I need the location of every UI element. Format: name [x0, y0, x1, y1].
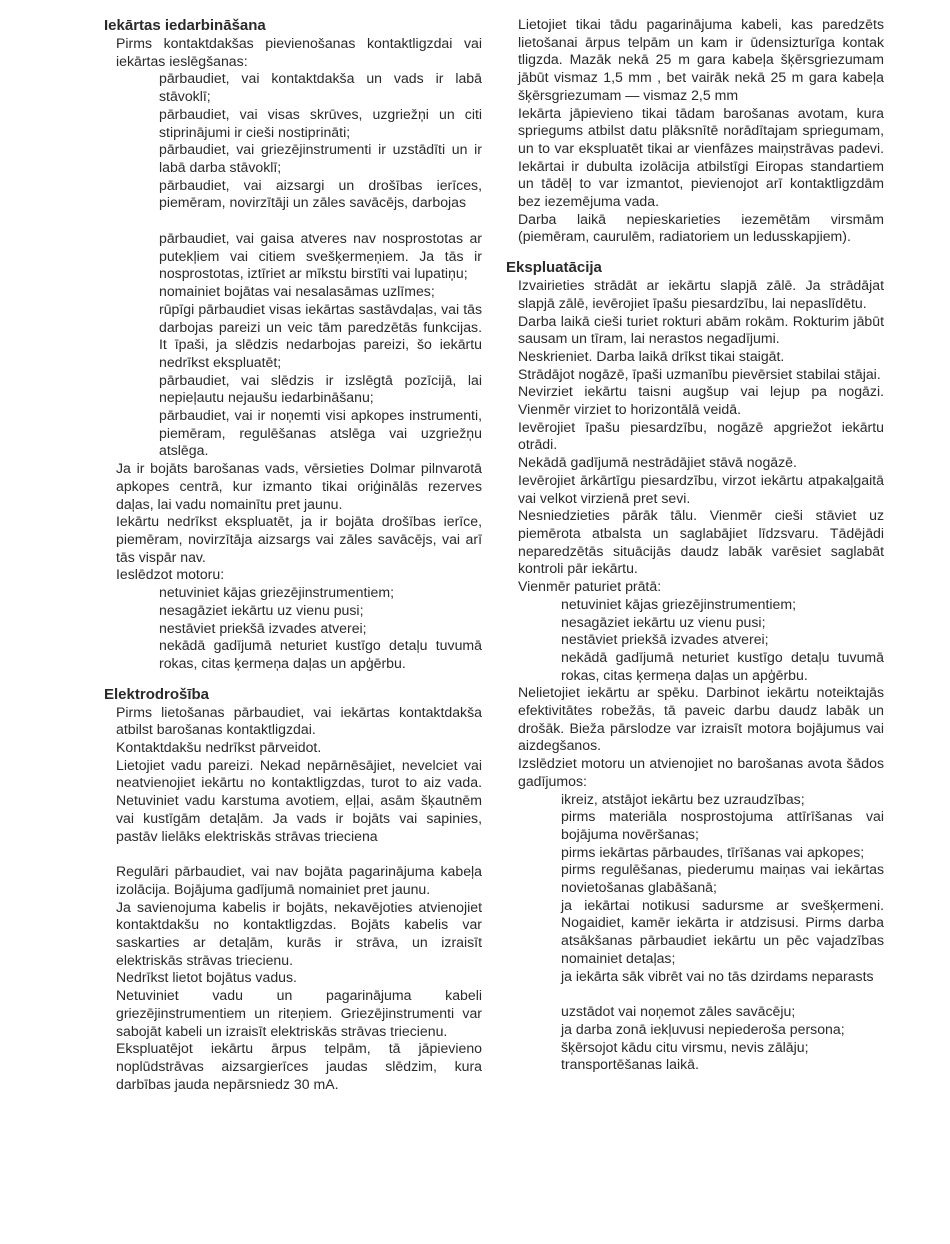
- paragraph: Ekspluatējot iekārtu ārpus telpām, tā jāpievieno noplūdstrāvas aizsargierīces jaudas slēdzim, kura darbības jauda nepārsniedz 30 mA.: [116, 1040, 482, 1092]
- list-item: transportēšanas laikā.: [561, 1056, 699, 1073]
- section-heading: Ekspluatācija: [506, 259, 602, 277]
- section: [104, 685, 482, 1094]
- paragraph: Ievērojiet ārkārtīgu piesardzību, virzot iekārtu atpakaļgaitā vai velkot virzienā pret sevi.: [518, 471, 884, 506]
- blank-line: [104, 212, 482, 230]
- list-item: nesagāziet iekārtu uz vienu pusi;: [159, 601, 364, 618]
- paragraph: Nevirziet iekārtu taisni augšup vai lejup pa nogāzi. Vienmēr virziet to horizontālā veidā.: [518, 383, 884, 418]
- list-item: nesagāziet iekārtu uz vienu pusi;: [561, 613, 766, 630]
- section-spacer: [104, 673, 482, 685]
- paragraph: Darba laikā cieši turiet rokturi abām rokām. Rokturim jābūt sausam un tīram, lai nerastos negadījumi.: [518, 312, 884, 347]
- paragraph: Nekādā gadījumā nestrādājiet stāvā nogāzē.: [518, 454, 797, 471]
- paragraph: Regulāri pārbaudiet, vai nav bojāta pagarinājuma kabeļa izolācija. Bojājuma gadījumā nomainiet pret jaunu.: [116, 863, 482, 897]
- section-heading: Elektrodrošība: [104, 685, 210, 703]
- paragraph: Nelietojiet iekārtu ar spēku. Darbinot iekārtu noteiktajās efektivitātes robežās, tā paveic darbu daudz labāk un drošāk. Bieža pārslodze var izraisīt motora bojājumus vai aizdegšanos.: [518, 684, 884, 754]
- list-item: uzstādot vai noņemot zāles savācēju;: [561, 1003, 796, 1020]
- paragraph: Ja savienojuma kabelis ir bojāts, nekavējoties atvienojiet kontaktdakšu no kontaktligzdas. Bojāts kabelis var saskarties ar detaļām, kurās ir strāva, un izraisīt elektriskās strāvas triecienu.: [116, 898, 482, 968]
- list-item: nestāviet priekšā izvades atverei;: [561, 631, 769, 648]
- section: [506, 258, 884, 1074]
- blank-line: [104, 845, 482, 863]
- list-item: nekādā gadījumā neturiet kustīgo detaļu tuvumā rokas, citas ķermeņa daļas un apģērbu.: [159, 637, 482, 671]
- section-spacer: [506, 246, 884, 258]
- paragraph: Netuviniet vadu un pagarinājuma kabeli griezējinstrumentiem un riteņiem. Griezējinstrumenti var sabojāt kabeli un izraisīt elektriskās strāvas triecienu.: [116, 987, 482, 1039]
- list-item: netuviniet kājas griezējinstrumentiem;: [561, 595, 797, 612]
- list-item: ja iekārta sāk vibrēt vai no tās dzirdams neparasts: [561, 967, 874, 984]
- section: [506, 16, 884, 246]
- left-column: [104, 16, 482, 1093]
- paragraph: Izvairieties strādāt ar iekārtu slapjā zālē. Ja strādājat slapjā zālē, ievērojiet īpašu piesardzību, lai nepaslīdētu.: [518, 277, 884, 311]
- paragraph: Vienmēr paturiet prātā:: [518, 578, 662, 595]
- list-item: pārbaudiet, vai ir noņemti visi apkopes instrumenti, piemēram, regulēšanas atslēga vai uzgriežņu atslēga.: [159, 407, 482, 459]
- paragraph: Nesniedzieties pārāk tālu. Vienmēr cieši stāviet uz piemērota atbalsta un saglabājiet līdzsvaru. Tādējādi neparedzētās situācijās daudz labāk varēsiet saglabāt kontroli pār iekārtu.: [518, 507, 884, 577]
- list-item: ja iekārtai notikusi sadursme ar svešķermeni. Nogaidiet, kamēr iekārta ir atdzisusi. Pirms darba atsākšanas pārbaudiet iekārtu un pēc vajadzības nomainiet detaļas;: [561, 896, 884, 966]
- paragraph: Pirms lietošanas pārbaudiet, vai iekārtas kontaktdakša atbilst barošanas kontaktligzdai.: [116, 703, 482, 738]
- list-item: pārbaudiet, vai kontaktdakša un vads ir labā stāvoklī;: [159, 70, 482, 105]
- list-item: netuviniet kājas griezējinstrumentiem;: [159, 584, 395, 601]
- list-item: pārbaudiet, vai slēdzis ir izslēgtā pozīcijā, lai nepieļautu nejaušu iedarbināšanu;: [159, 371, 482, 406]
- paragraph: Neskrieniet. Darba laikā drīkst tikai staigāt.: [518, 347, 785, 364]
- paragraph: Strādājot nogāzē, īpaši uzmanību pievērsiet stabilai stājai.: [518, 365, 881, 382]
- list-item: rūpīgi pārbaudiet visas iekārtas sastāvdaļas, vai tās darbojas pareizi un veic tām paredzētās funkcijas. It īpaši, ja slēdzis nedarbojas pareizi, šo iekārtu nedrīkst ekspluatēt;: [159, 300, 482, 370]
- paragraph: Izslēdziet motoru un atvienojiet no barošanas avota šādos gadījumos:: [518, 755, 884, 789]
- list-item: pirms iekārtas pārbaudes, tīrīšanas vai apkopes;: [561, 843, 865, 860]
- paragraph: Kontaktdakšu nedrīkst pārveidot.: [116, 739, 322, 756]
- paragraph: Iekārta jāpievieno tikai tādam barošanas avotam, kura spriegums atbilst datu plāksnītē norādītajam spriegumam, un to var ekspluatēt tikai ar vienfāzes maiņstrāvas padevi. Iekārtai ir dubulta izolācija atbilstīgi Eiropas standartiem un tādēļ to var izmantot, pievienojot arī kontaktligzdām bez iezemējuma vada.: [518, 104, 884, 210]
- paragraph: Ja ir bojāts barošanas vads, vērsieties Dolmar pilnvarotā apkopes centrā, kur izmanto tikai oriģinālās rezerves daļas, lai vadu nomainītu pret jaunu.: [116, 460, 482, 512]
- list-item: nekādā gadījumā neturiet kustīgo detaļu tuvumā rokas, citas ķermeņa daļas un apģērbu.: [561, 648, 884, 683]
- list-item: šķērsojot kādu citu virsmu, nevis zālāju;: [561, 1038, 809, 1055]
- list-item: nomainiet bojātas vai nesalasāmas uzlīmes;: [159, 283, 435, 300]
- paragraph: Pirms kontaktdakšas pievienošanas kontaktligzdai vai iekārtas ieslēgšanas:: [116, 35, 482, 69]
- list-item: ja darba zonā iekļuvusi nepiederoša persona;: [561, 1020, 845, 1037]
- blank-line: [506, 985, 884, 1003]
- paragraph: Darba laikā nepieskarieties iezemētām virsmām (piemēram, caurulēm, radiatoriem un ledusskapjiem).: [518, 210, 884, 245]
- paragraph: Lietojiet tikai tādu pagarinājuma kabeli, kas paredzēts lietošanai ārpus telpām un kam ir ūdensizturīga kontak tligzda. Mazāk nekā 25 m gara kabeļa šķērsgriezumam jābūt vismaz 1,5 mm , bet vairāk nekā 25 m gara kabeļa šķērsgriezumam — vismaz 2,5 mm: [518, 16, 884, 103]
- section: [104, 16, 482, 673]
- list-item: pārbaudiet, vai visas skrūves, uzgriežņi un citi stiprinājumi ir cieši nostiprināti;: [159, 105, 482, 140]
- list-item: pārbaudiet, vai gaisa atveres nav nosprostotas ar putekļiem vai citiem svešķermeņiem. Ja tās ir nosprostotas, iztīriet ar mīkstu birstīti vai lupatiņu;: [159, 230, 482, 282]
- paragraph: Lietojiet vadu pareizi. Nekad nepārnēsājiet, nevelciet vai neatvienojiet iekārtu no kontaktligzdas, turot to aiz vada. Netuviniet vadu karstuma avotiem, eļļai, asām šķautnēm vai kustīgām detaļām. Ja vads ir bojāts vai sapinies, pastāv lielāks elektriskās strāvas trieciena: [116, 756, 482, 844]
- list-item: pārbaudiet, vai aizsargi un drošības ierīces, piemēram, novirzītāji un zāles savācējs, darbojas: [159, 176, 482, 211]
- right-column: [506, 16, 884, 1074]
- list-item: ikreiz, atstājot iekārtu bez uzraudzības;: [561, 790, 805, 807]
- section-heading: Iekārtas iedarbināšana: [104, 17, 266, 34]
- paragraph: Ieslēdzot motoru:: [116, 566, 225, 583]
- list-item: pirms regulēšanas, piederumu maiņas vai iekārtas novietošanas glabāšanā;: [561, 861, 884, 896]
- paragraph: Nedrīkst lietot bojātus vadus.: [116, 969, 297, 986]
- paragraph: Iekārtu nedrīkst ekspluatēt, ja ir bojāta drošības ierīce, piemēram, novirzītāja aizsargs vai zāles savācējs, vai arī tās vispār nav.: [116, 513, 482, 565]
- list-item: pirms materiāla nosprostojuma attīrīšanas vai bojājuma novēršanas;: [561, 808, 884, 842]
- list-item: nestāviet priekšā izvades atverei;: [159, 619, 367, 636]
- list-item: pārbaudiet, vai griezējinstrumenti ir uzstādīti un ir labā darba stāvoklī;: [159, 141, 482, 175]
- paragraph: Ievērojiet īpašu piesardzību, nogāzē apgriežot iekārtu otrādi.: [518, 418, 884, 453]
